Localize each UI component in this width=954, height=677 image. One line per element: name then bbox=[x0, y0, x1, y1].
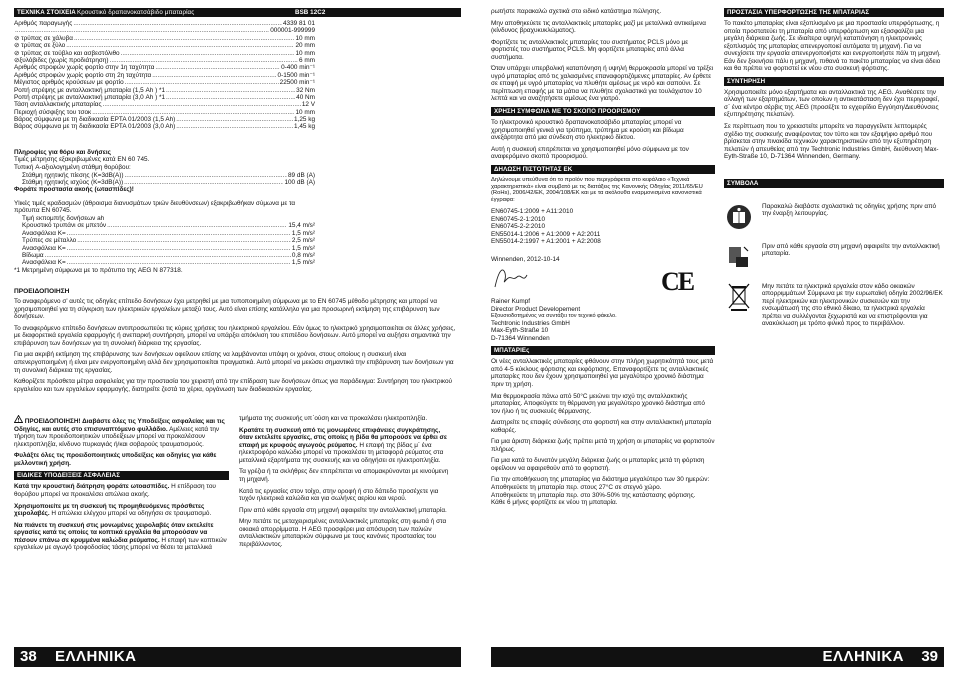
place-date: Winnenden, 2012-10-14 bbox=[491, 255, 560, 263]
right-page-footer bbox=[491, 647, 944, 667]
symbol-row bbox=[724, 283, 944, 328]
symbol-row bbox=[724, 243, 944, 271]
tech-data-title: ΤΕΧΝΙΚΑ ΣΤΟΙΧΕΙΑ bbox=[17, 9, 76, 16]
spec-row: ⊘ τρύπας σε χάλυβα ..... 10 mm bbox=[14, 35, 315, 42]
battery-text: Κάθε 6 μήνες φορτίζετε εκ νέου τη μπαταρία. bbox=[491, 499, 618, 507]
spec-row: ⊘ τρύπας σε τούβλο και ασβεστόλιθο ..... 10 mm bbox=[14, 50, 315, 57]
battery-note: ρωτήστε παρακαλώ σχετικά στο ειδικό κατάστημα πώλησης. bbox=[491, 8, 662, 15]
spec-row: Αριθμός στροφών χωρίς φορτίο στην 1η ταχύτητα ..... 0-400 min⁻¹ bbox=[14, 64, 315, 71]
spec-row: Ροπή στρέψης με ανταλλακτική μπαταρία (1,5 Ah ) *1 ..... 32 Nm bbox=[14, 87, 315, 94]
page-number: 38 bbox=[20, 648, 37, 665]
battery-text: Για την αποθήκευση της μπαταρίας για διάστημα μεγαλύτερο των 30 ημερών: bbox=[491, 476, 710, 484]
page-number: 39 bbox=[921, 648, 938, 665]
ce-mark: CE bbox=[661, 267, 694, 297]
safety-column-left bbox=[14, 415, 229, 556]
warning-heading: ΠΡΟΕΙΔΟΠΟΙΗΣΗ bbox=[14, 288, 70, 296]
special-safety-header: ΕΙΔΙΚΕΣ ΥΠΟΔΕΙΞΕΙΣ ΑΣΦΑΛΕΙΑΣ bbox=[14, 471, 229, 480]
spec-row: Αριθμός παραγωγής ..... 4339 81 01 bbox=[14, 20, 315, 27]
noise-row: Στάθμη ηχητικής ισχύος (K=3dB(A)) ..... 100 dB (A) bbox=[14, 179, 315, 186]
intended-use-text: Το ηλεκτρονικό κρουστικό δραπανοκατσάβιδο μπαταρίας μπορεί να χρησιμοποιηθεί γενικά για τρύπημα, τρύπημα με κρούση και βίδωμα ανεξάρτητα από μια σύνδεση στο ηλεκτρικό δίκτυο. bbox=[491, 119, 684, 142]
battery-text: Για μια άριστη διάρκεια ζωής πρέπει μετά τη χρήση οι μπαταρίες να φορτιστούν πλήρως. bbox=[491, 438, 715, 453]
safety-item: Κατά τις εργασίες στον τοίχο, στην οροφή ή στο δάπεδο προσέχετε για τυχόν ηλεκτρικά καλώδια και για σωλήνες αερίου και νερού. bbox=[239, 487, 439, 503]
safety-item: Τα γρέζια ή τα σκλήθρες δεν επιτρέπεται να απομακρύνονται με κινούμενη τη μηχανή. bbox=[239, 468, 449, 483]
spec-row: Τάση ανταλλακτικής μπαταρίας ..... 12 V bbox=[14, 101, 315, 108]
standard-item: EN55014-2:1997 + A1:2001 + A2:2008 bbox=[491, 238, 601, 246]
spec-row: Ροπή στρέψης με ανταλλακτική μπαταρία (3,0 Ah ) *1 ..... 40 Nm bbox=[14, 94, 315, 101]
spec-row: ⊘ξυλόβιδες (χωρίς προδιάτρηση) ..... 6 mm bbox=[14, 57, 315, 64]
battery-note: Μην αποθηκεύετε τις ανταλλακτικές μπαταρίες μαζί με μεταλλικά αντικείμενα (κίνδυνος βραχυκυκλώματος). bbox=[491, 19, 706, 35]
vibration-row: Βίδωμα ..... 0,8 m/s² bbox=[14, 252, 315, 259]
language-label: ΕΛΛΗΝΙΚΑ bbox=[822, 648, 904, 665]
intended-use-header: ΧΡΗΣΗ ΣΥΜΦΩΝΑ ΜΕ ΤΟ ΣΚΟΠΟ ΠΡΟΟΡΙΣΜΟΥ bbox=[491, 107, 715, 116]
spec-row: Βάρος σύμφωνα με τη διαδικασία EPTA 01/2003 (3,0 Ah) ..... 1,45 kg bbox=[14, 123, 315, 130]
signer-name: Rainer Kumpf bbox=[491, 298, 531, 306]
tech-file-note: Εξουσιοδοτημένος να συντάξει τον τεχνικό φάκελο. bbox=[491, 313, 617, 320]
vibration-intro: Ylικές τιμές κραδασμών (άθροισμα διανυσμάτων τριών διευθύνσεων) εξακριβωθήκαν σύμωνα με τα πρότυπα EN 60745. bbox=[14, 199, 296, 215]
noise-row: Στάθμη ηχητικής πίεσης (K=3dB(A)) ..... 89 dB (A) bbox=[14, 172, 315, 179]
spec-row: ..... 000001-999999 bbox=[14, 27, 315, 34]
warning-paragraph: Καθορίζετε πρόσθετα μέτρα ασφαλείας για την προστασία του χειριστή από την επίδραση των δονήσεων όπως για παράδειγμα: Συντήρηση του ηλεκτρικού εργαλείου και των εργαλείων εφαρμογής, διατηρείτε ζεστά τα χέρια, οργάνωση των διαδικασιών εργασίας. bbox=[14, 378, 453, 393]
safety-item: Κρατάτε τη συσκευή από τις μονωμένες επιφάνειες συγκράτησης, όταν εκτελείτε εργασίες, στις οποίες η βίδα θα μπορούσε να έρθει σε επαφή με κρυφούς αγωγούς ρεύματος. Η επαφή της βίδας μ΄ ένα ηλεκτροφόρο καλώδιο μπορεί να προκαλέσει τη μεταφορά ρεύματος στα μεταλλικά εξαρτήματα της συσκευής και να οδηγήσει σε ηλεκτροπληξία. bbox=[239, 426, 447, 464]
overload-header: ΠΡΟΣΤΑΣΙΑ ΥΠΕΡΦΟΡΤΩΣΗΣ ΤΗΣ ΜΠΑΤΑΡΙΑΣ bbox=[724, 8, 944, 17]
signature-icon bbox=[491, 263, 551, 291]
company-line: D-71364 Winnenden bbox=[491, 334, 550, 342]
special-safety-item: Κατά την κρουστική διάτρηση φοράτε ωτοασπίδες. Η επίδραση του θορύβου μπορεί να προκαλέσει απώλεια ακοής. bbox=[14, 483, 216, 498]
batteries-header: ΜΠΑΤΑΡΙΕς bbox=[491, 346, 715, 355]
standard-item: EN60745-2-2:2010 bbox=[491, 223, 546, 231]
battery-text: Διατηρείτε τις επαφές σύνδεσης στο φορτιστή και στην ανταλλακτική μπαταρία καθαρές. bbox=[491, 419, 712, 434]
ear-protection-note: Φοράτε προστασία ακοής (ωτασπίδες)! bbox=[14, 186, 134, 194]
model-number: BSB 12C2 bbox=[295, 9, 326, 16]
noise-intro-1: Τιμές μέτρησης εξακριβωμένες κατά EN 60 745. bbox=[14, 156, 150, 164]
declaration-header: ΔΗΛΩΣΗ ΠΙΣΤΟΤΗΤΑΣ ΕΚ bbox=[491, 165, 715, 174]
standard-item: EN60745-1:2009 + A11:2010 bbox=[491, 208, 574, 216]
vibration-row: Ανασφάλεια K= ..... 1,5 m/s² bbox=[14, 230, 315, 237]
warning-paragraph: Το αναφερόμενο επίπεδο δονήσεων αντιπροσωπεύει τις κύριες χρήσεις του ηλεκτρικού εργαλείου. Εάν όμως το ηλεκτρικό χρησιμοποιείται σε άλλες χρήσεις, με διαφορετικά εργαλεία εφαρμογής ή ανεπαρκή συντήρηση, μπορεί να υπάρξει απόκλιση του επιπέδου δονήσεων. Αυτό μπορεί να αυξήσει σημαντικά την επιβάρυνση των δονήσεων για τη συνολική διάρκεια της εργασίας. bbox=[14, 324, 456, 347]
noise-intro-2: Τυπική A-αξιολογημένη στάθμη θορύβου: bbox=[14, 163, 131, 171]
left-page bbox=[14, 8, 461, 556]
warning-paragraph: Το αναφερόμενο σ’ αυτές τις οδηγίες επίπεδο δονήσεων έχει μετρηθεί με μια τυποποιημένη σύμφωνα με το EN 60745 μέθοδο μέτρησης και μπορεί να χρησιμοποιηθεί για τη σύγκριση των ηλεκτρικών εργαλείων μεταξύ τους. Αυτό είναι επίσης κατάλληλο για μια προσωρινή εκτίμηση της επιβάρυνση των δονήσεων. bbox=[14, 298, 440, 321]
battery-text: Για μια κατά το δυνατόν μεγάλη διάρκεια ζωής οι μπαταρίες μετά τη φόρτιση οφείλουν να αφαιρεθούν από το φορτιστή. bbox=[491, 457, 705, 472]
language-label: ΕΛΛΗΝΙΚΑ bbox=[55, 648, 137, 665]
spec-list bbox=[14, 20, 315, 274]
maintenance-text: Χρησιμοποιείτε μόνο εξαρτήματα και ανταλλακτικά της AEG. Αναθέσετε την αλλαγή των εξαρτημάτων, των οποίων η αντικατάσταση δεν έχει περιγραφεί, σ΄ ένα κέντρο σέρβις της AEG (προσέξτε το εγχειρίδιο Εγγύηση/Διευθύνσεις εξυπηρέτησης πελατών). bbox=[724, 88, 940, 119]
company-line: Max-Eyth-Straße 10 bbox=[491, 327, 549, 335]
standard-item: EN55014-1:2006 + A1:2009 + A2:2011 bbox=[491, 230, 601, 238]
remove-battery-icon bbox=[724, 243, 754, 271]
intended-use-text: Αυτή η συσκευή επιτρέπεται να χρησιμοποιηθεί μόνο σύμφωνα με τον αναφερόμενο σκοπό προορισμού. bbox=[491, 145, 689, 161]
declaration-text: Δηλώνουμε υπεύθυνα ότι το προϊόν που περιγράφεται στο κεφάλαιο «Τεχνικά χαρακτηριστικά» είναι συμβατό με τις διατάξεις της Κανονικής Οδηγίας 2011/65/EU (RoHs), 2006/42/ΕΚ, 2004/108/ΕΚ και με τα ακόλουθα εναρμονισμένα κανονιστικά έγγραφα: bbox=[491, 176, 703, 204]
noise-heading: Πληροφίες για θόρυ και δνήσεις bbox=[14, 148, 111, 156]
company-line: Techtronic Industries GmbH bbox=[491, 319, 570, 327]
vibration-row: Κρουστικό τρυπάνι σε μπετόν ..... 15,4 m/s² bbox=[14, 222, 315, 229]
overload-text: Το πακέτο μπαταρίας είναι εξοπλισμένο με μια προστασία υπερφόρτωσης, η οποία προστατεύει τη μπαταρία από υπερφόρτωση και εξασφαλίζει μια μεγάλη διάρκεια ζωής. Σε ιδιαίτερα υψηλή καταπόνηση η ηλεκτρονικές εξοπλισμός της μπαταρίας απενεργοποιεί αυτόματα τη μηχανή. Για να συνεχίσετε την εργασία απενεργοποιήστε και ενεργοποιήστε πάλι τη μηχανή. Εάν δεν ξεκινήσει πάλι η μηχανή, πιθανά το πακέτο μπαταρίας να είναι άδειο και θα πρέπει να φορτιστεί εκ νέου στο συσκευή φόρτισης. bbox=[724, 20, 941, 73]
special-safety-item: Να πιάνετε τη συσκευή στις μονωμένες χειρολαβές όταν εκτελείτε εργασίες κατά τις οποίες τα κοπτικά εργαλεία θα μπορούσαν να πέσουν επάνω σε κρυμμένα καλώδια ρεύματος. Η επαφή των κοπτικών εργαλείων με αγωγό τροφοδοσίας τάσης μπορεί να θέσει τα μεταλλικά bbox=[14, 521, 227, 552]
vibration-row: Τρύπες σε μέταλλο ..... 2,5 m/s² bbox=[14, 237, 315, 244]
keep-instructions: Φυλάξτε όλες τις προειδοποιητικές υποδείξεις και οδηγίες για κάθε μελλοντική χρήση. bbox=[14, 452, 217, 467]
safety-column-right bbox=[239, 415, 454, 556]
spec-row: Βάρος σύμφωνα με τη διαδικασία EPTA 01/2003 (1,5 Ah) ..... 1,25 kg bbox=[14, 116, 315, 123]
symbol-text: Πριν από κάθε εργασία στη μηχανή αφαιρείτε την ανταλλακτική μπαταρία. bbox=[762, 242, 940, 258]
safety-warning: ΠΡΟΕΙΔΟΠΟΙΗΣΗ! Διαβάστε όλες τις Υποδείξεις ασφαλείας και τις Οδηγίες, και αυτές στο επισυναπτόμενο φυλλάδιο. Αμέλειες κατά την τήρηση των προειδοποιητικών υποδείξεων μπορεί να προκαλέσουν ηλεκτροπληξία, κίνδυνο πυρκαγιάς ή/και σοβαρούς τραυματισμούς. bbox=[14, 415, 229, 448]
safety-item: Πριν από κάθε εργασία στη μηχανή αφαιρείτε την ανταλλακτική μπαταρία. bbox=[239, 506, 447, 514]
signature-block bbox=[491, 263, 715, 298]
spec-row: ⊘ τρύπας σε ξύλο ..... 20 mm bbox=[14, 42, 315, 49]
tech-data-subtitle: Κρουστικό δραπανοκατσάβιδο μπαταρίας bbox=[77, 9, 195, 16]
warning-triangle-icon bbox=[14, 415, 23, 426]
vibration-row: Ανασφάλεια K= ..... 1,5 m/s² bbox=[14, 259, 315, 266]
right-page-column-2 bbox=[724, 8, 944, 340]
battery-text: Αποθηκεύετε τη μπαταρία περ. στο 30%-50% της κατάστασης φόρτισης. bbox=[491, 491, 696, 499]
spec-row: Αριθμός στροφών χωρίς φορτίο στη 2η ταχύτητα ..... 0-1500 min⁻¹ bbox=[14, 72, 315, 79]
left-page-footer bbox=[14, 647, 461, 667]
safety-columns bbox=[14, 415, 461, 556]
symbols-header: ΣΥΜΒΟΛΑ bbox=[724, 179, 944, 188]
safety-item: Μην πετάτε τις μεταχειρισμένες ανταλλακτικές μπαταρίες στη φωτιά ή στα οικιακά απορρίμματα. Η AEG προσφέρει μια απόσυρση των παλιών ανταλλακτικών μπαταριών σύμφωνα με τους κανόνες προστασίας του περιβάλλοντος. bbox=[239, 518, 447, 548]
warning-paragraph: Για μια ακριβή εκτίμηση της επιβάρυνσης των δονήσεων οφείλουν επίσης να λαμβάνονται υπόψη οι χρόνοι, στους οποίους η συσκευή είναι απενεργοποιημένη ή είναι μεν ενεργοποιημένη αλλά δεν χρησιμοποιείται πραγματικά. Αυτό μπορεί να μειώσει σημαντικά την επιβάρυνση των δονήσεων για τη συνολική διάρκεια της εργασίας. bbox=[14, 351, 454, 374]
signer-title: Director Product Developement bbox=[491, 305, 581, 313]
battery-note: Όταν υπάρχει υπερβολική καταπόνηση ή υψηλή θερμοκρασία μπορεί να τρέξει υγρό μπαταρίας από τις χαλασμένες επαναφορτιζόμενες μπαταρίες. Αν έρθετε σε επαφή με υγρό μπαταρίας να πλυθήτε αμέσως με νερό και σαπούνι. Σε περίπτωση επαφής με τα μάτια να πλυθήτε σχολαστικά για τουλάχιστον 10 λεπτά και να αναζητήσετε αμέσως ένα γιατρό. bbox=[491, 65, 714, 103]
spec-row: Μέγιστος αριθμός κρούσεων με φορτίο ..... 22500 min⁻¹ bbox=[14, 79, 315, 86]
standard-item: EN60745-2-1:2010 bbox=[491, 215, 546, 223]
footnote: *1 Μετρημένη σύμφωνα με το πρότυπο της AEG N 877318. bbox=[14, 266, 183, 274]
maintenance-text: Σε περίπτωση που το χρειαστείτε μπορείτε να παραγγείλετε λεπτομερές σχέδιο της συσκευής αναφέροντας τον τύπο και τον εξαψήφιο αριθμό που βρίσκεται στην πινακίδα τεχνικών χαρακτηριστικών από την εξυπηρέτηση πελατών ή απευθείας από την Techtronic Industries GmbH, διεύθυνση Max-Eyth-Straße 10, D-71364 Winnenden, Germany. bbox=[724, 123, 939, 161]
battery-text: Αποθηκεύετε τη μπαταρία περ. στους 27°C σε στεγνό χώρο. bbox=[491, 484, 662, 491]
special-safety-item: Χρησιμοποιείτε με τη συσκευή τις προμηθευόμενες πρόσθετες χειρολαβές. Η απώλεια ελέγχου μπορεί να οδηγήσει σε τραυματισμό. bbox=[14, 502, 212, 518]
weee-bin-icon bbox=[724, 283, 754, 311]
battery-note: Φορτίζετε τις ανταλλακτικές μπαταρίες του συστήματος PCLS μόνο με φορτιστές του συστήματος PCLS. Μη φορτίζετε μπαταρίες από άλλα συστήματα. bbox=[491, 38, 689, 61]
read-manual-icon bbox=[724, 203, 754, 231]
vibration-label: Τιμή εκπομπής δονήσεων ah bbox=[22, 214, 105, 222]
tech-data-header bbox=[14, 8, 461, 17]
safety-item: τμήματα της συσκευής υπ΄ούση και να προκαλέσει ηλεκτροπληξία. bbox=[239, 415, 428, 423]
symbol-text: Παρακαλώ διαβάστε σχολαστικά τις οδηγίες χρήσης πριν από την έναρξη λειτουργίας. bbox=[762, 202, 937, 218]
vibration-row: Ανασφάλεια K= ..... 1,5 m/s² bbox=[14, 245, 315, 252]
symbol-text: Μην πετάτε τα ηλεκτρικά εργαλεία στον κάδο οικιακών απορριμμάτων! Σύμφωνα με την ευρωπαϊκή οδηγία 2002/96/ΕΚ περί ηλεκτρικών και ηλεκτρονικών συσκευών και την ενσωμάτωσή της στο εθνικό δίκαιο, τα ηλεκτρικά εργαλεία πρέπει να συλλέγονται ξεχωριστά και να επιστρέφονται για ανακύκλωση με τρόπο φιλικό προς το περιβάλλον. bbox=[762, 282, 943, 328]
battery-text: Μια θερμοκρασία πάνω από 50°C μειώνει την ισχύ της ανταλλακτικής μπαταρίας. Αποφεύγετε τη θέρμανση για μεγαλύτερο χρονικό διάστημα από τον ήλιο ή τις συσκευές θέρμανσης. bbox=[491, 392, 705, 415]
symbol-row bbox=[724, 203, 944, 231]
maintenance-header: ΣΥΝΤΗΡΗΣΗ bbox=[724, 77, 944, 86]
battery-text: Οι νέες ανταλλακτικές μπαταρίες φθάνουν στην πλήρη χωρητικότητά τους μετά από 4-5 κύκλους φόρτισης και εκφόρτισης. Επαναφορτίζετε τις ανταλλακτικές μπαταρίες που δεν έχουν χρησιμοποιηθεί για μεγαλύτερο χρονικό διάστημα πριν τη χρήση. bbox=[491, 358, 714, 388]
right-page-column-1 bbox=[491, 8, 715, 507]
spec-row: Περιοχή σύσφιξης του τσοκ ..... 10 mm bbox=[14, 109, 315, 116]
